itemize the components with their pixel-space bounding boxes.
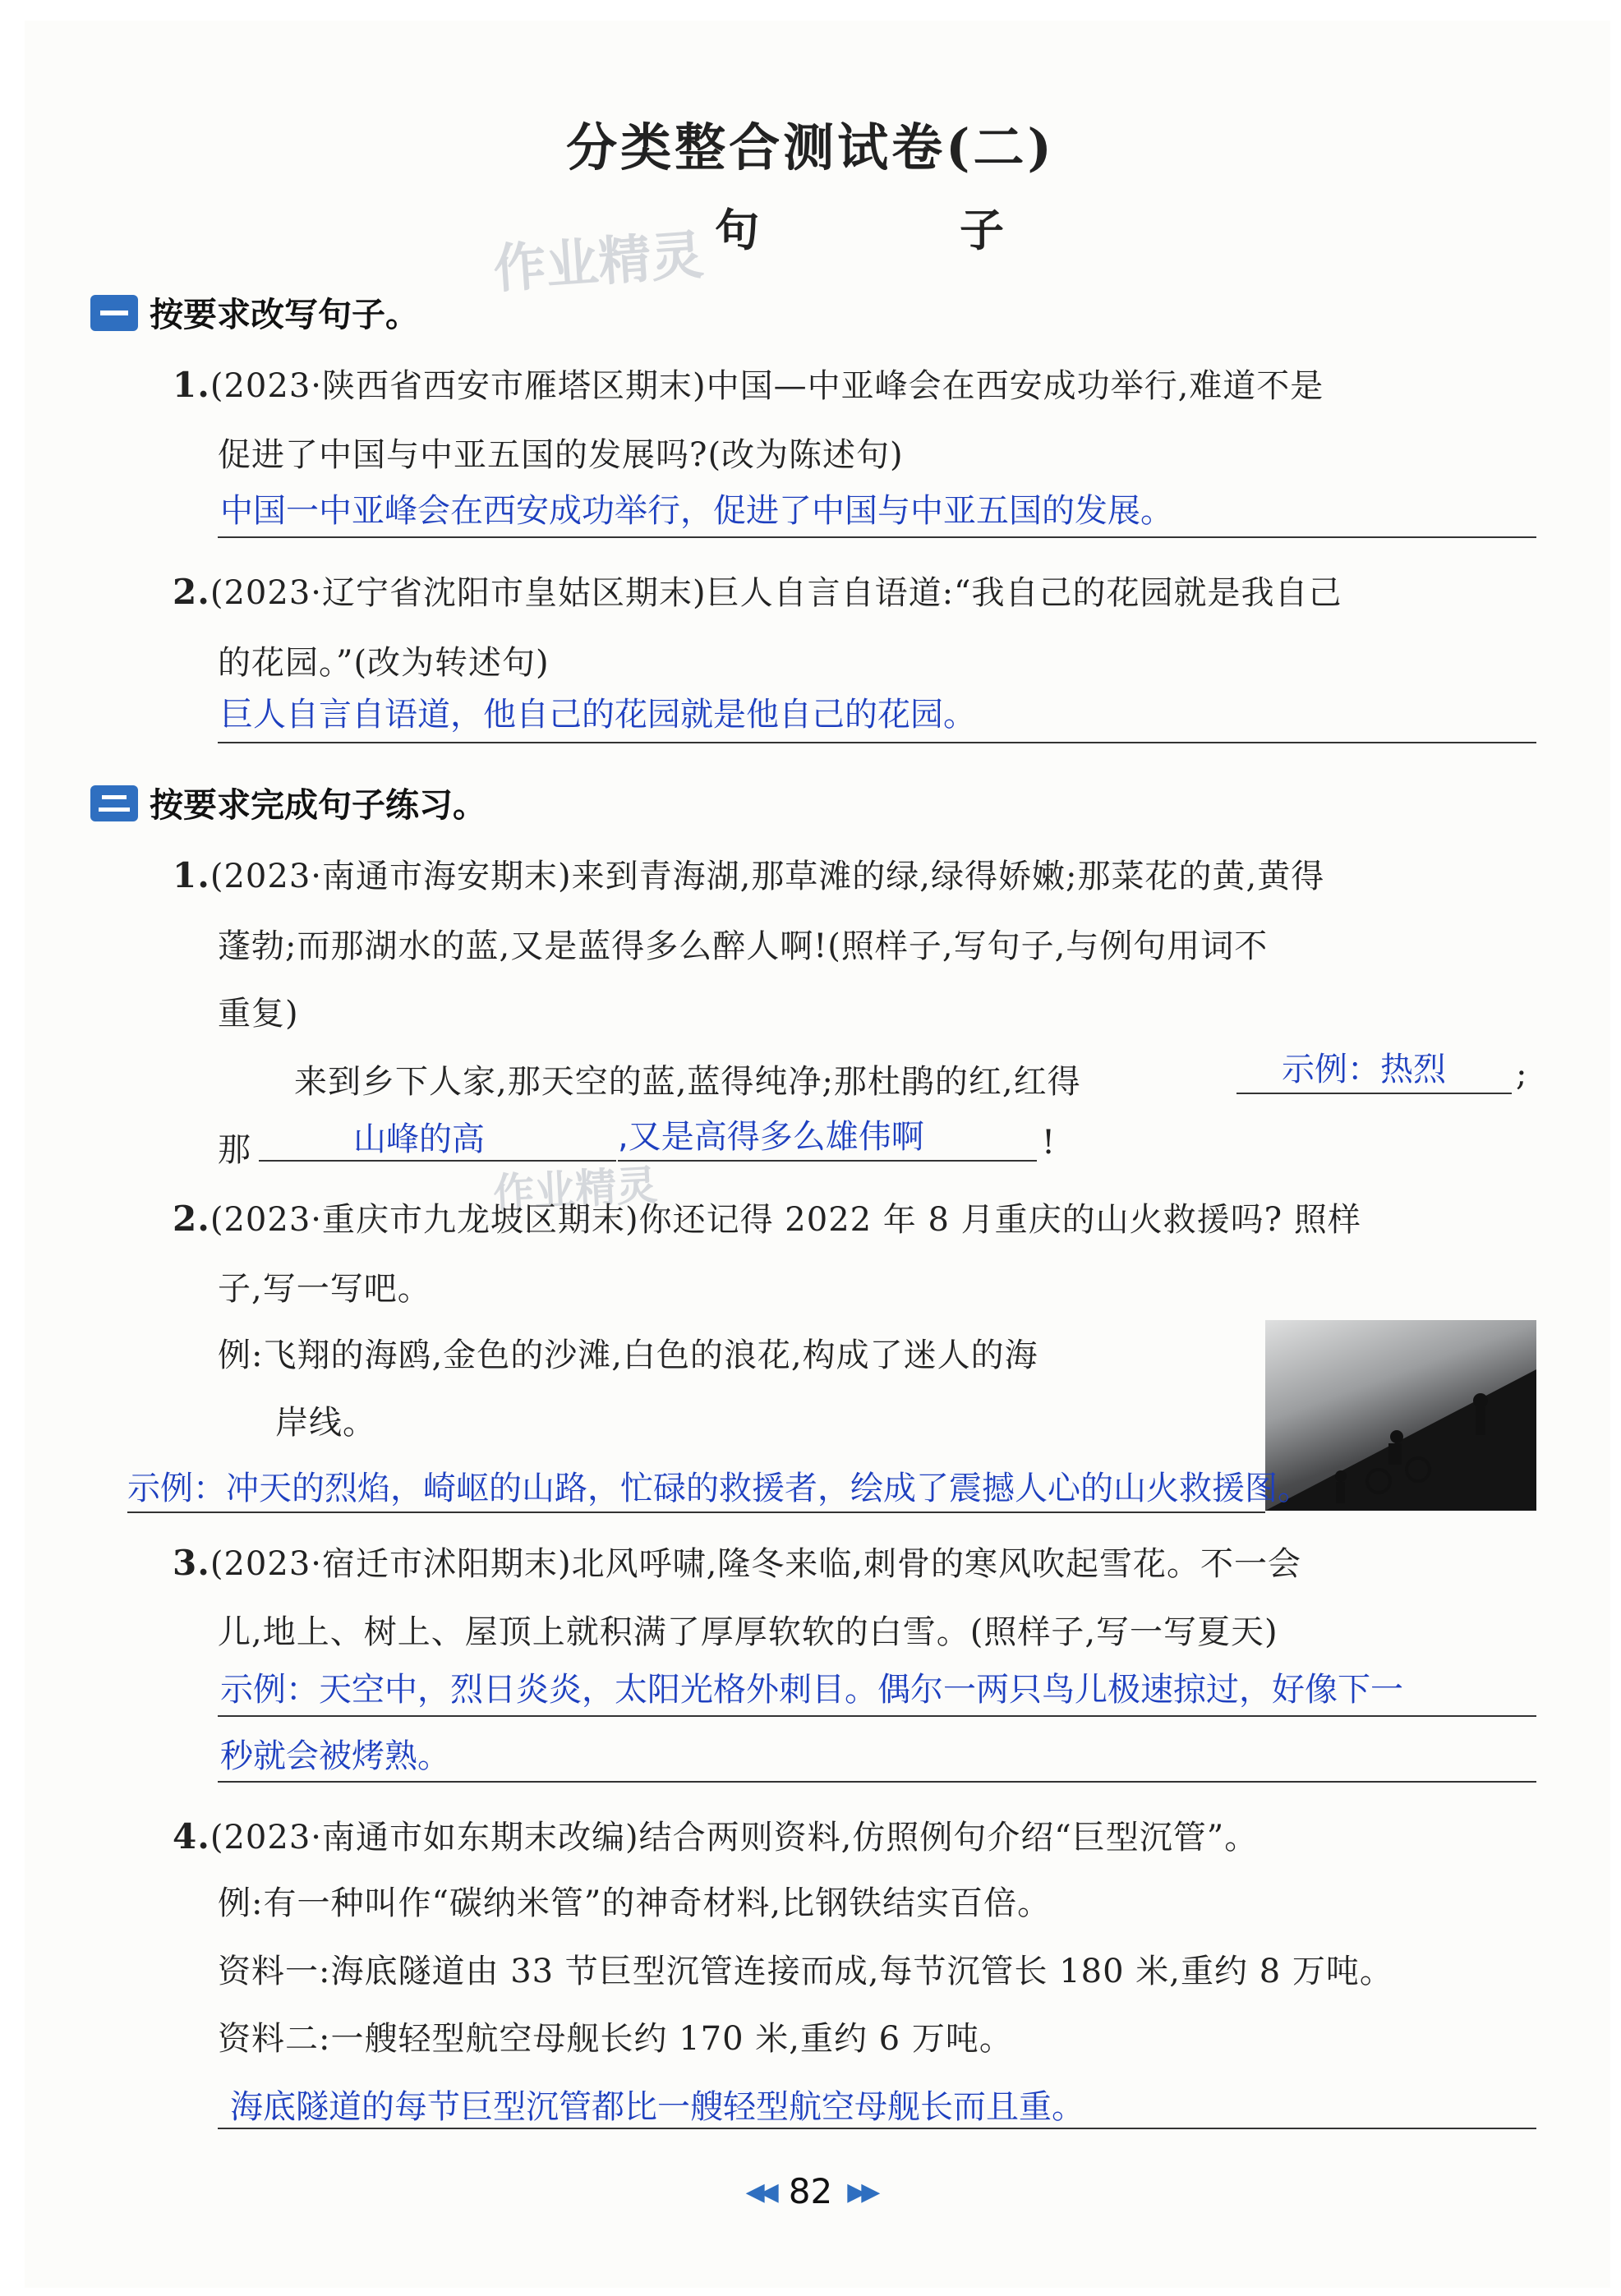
question-line: 的花园。”(改为转述句) [218, 644, 550, 682]
question-line: (2023·宿迁市沭阳期末)北风呼啸,隆冬来临,刺骨的寒风吹起雪花。不一会 [210, 1545, 1302, 1583]
question-line: (2023·重庆市九龙坡区期末)你还记得 2022 年 8 月重庆的山火救援吗? 照样 [210, 1201, 1361, 1239]
question-line: 蓬勃;而那湖水的蓝,又是蓝得多么醉人啊!(照样子,写句子,与例句用词不 [218, 927, 1269, 965]
question-line: 儿,地上、树上、屋顶上就积满了厚厚软软的白雪。(照样子,写一写夏天) [218, 1613, 1278, 1651]
material-line: 资料二:一艘轻型航空母舰长约 170 米,重约 6 万吨。 [218, 2020, 1013, 2058]
page-title: 分类整合测试卷(二) [566, 117, 1055, 177]
answer-blank [1236, 1093, 1512, 1094]
example-line: 例:有一种叫作“碳纳米管”的神奇材料,比钢铁结实百倍。 [218, 1884, 1052, 1922]
answer-text: 海底隧道的每节巨型沉管都比一艘轻型航空母舰长而且重。 [230, 2088, 1085, 2126]
answer-blank [618, 1160, 1037, 1162]
answer-text: 巨人自言自语道，他自己的花园就是他自己的花园。 [220, 696, 976, 734]
section-heading-2 [90, 778, 486, 826]
question-text [173, 850, 1324, 897]
section-heading-1 [90, 288, 419, 336]
example-line: 岸线。 [275, 1404, 376, 1442]
page-subtitle: 句 子 [715, 204, 1082, 256]
section-heading-text: 按要求完成句子练习。 [150, 785, 486, 825]
answer-line [218, 1715, 1536, 1717]
answer-line [218, 536, 1536, 538]
question-line: 促进了中国与中亚五国的发展吗?(改为陈述句) [218, 436, 904, 474]
watermark: 作业精灵 [491, 225, 706, 301]
sentence-punctuation: ! [1042, 1124, 1057, 1162]
example-line: 例:飞翔的海鸥,金色的沙滩,白色的浪花,构成了迷人的海 [218, 1337, 1038, 1374]
question-number: 1. [173, 855, 210, 895]
sentence-punctuation: ; [1516, 1056, 1528, 1093]
watermark: 作业精灵 [491, 1161, 659, 1218]
question-line: (2023·陕西省西安市雁塔区期末)中国—中亚峰会在西安成功举行,难道不是 [210, 367, 1324, 405]
section-number-two-icon [90, 785, 138, 821]
answer-text: 中国一中亚峰会在西安成功举行，促进了中国与中亚五国的发展。 [220, 492, 1173, 530]
question-number: 3. [173, 1543, 210, 1583]
question-text [173, 360, 1324, 407]
page-number: 82 [788, 2171, 833, 2211]
question-number: 2. [173, 1199, 210, 1239]
question-number: 4. [173, 1816, 210, 1857]
section-number-one-icon [90, 295, 138, 331]
section-heading-text: 按要求改写句子。 [150, 295, 419, 334]
fill-sentence: 来到乡下人家,那天空的蓝,蓝得纯净;那杜鹃的红,红得 [294, 1063, 1081, 1101]
previous-arrow-icon: ◀◀ [745, 2178, 774, 2206]
answer-line [127, 1511, 1265, 1513]
question-number: 2. [173, 572, 210, 612]
answer-text: 示例：天空中，烈日炎炎，太阳光格外刺目。偶尔一两只鸟儿极速掠过，好像下一 [220, 1671, 1403, 1709]
answer-line [218, 742, 1536, 743]
question-number: 1. [173, 365, 210, 405]
question-text [173, 567, 1342, 614]
answer-text: 示例：冲天的烈焰，崎岖的山路，忙碌的救援者，绘成了震撼人心的山火救援图。 [127, 1470, 1310, 1507]
question-line: (2023·南通市海安期末)来到青海湖,那草滩的绿,绿得娇嫩;那菜花的黄,黄得 [210, 858, 1325, 895]
fill-sentence: 那 [218, 1131, 251, 1169]
question-text [173, 1538, 1301, 1585]
question-line: (2023·辽宁省沈阳市皇姑区期末)巨人自言自语道:“我自己的花园就是我自己 [210, 574, 1342, 612]
next-arrow-icon: ▶▶ [847, 2178, 876, 2206]
question-text [173, 1811, 1258, 1858]
question-line: 子,写一写吧。 [218, 1270, 431, 1308]
question-text [173, 1194, 1361, 1240]
answer-line [218, 2128, 1536, 2129]
page-footer [0, 2171, 1621, 2211]
question-line: 重复) [218, 995, 299, 1033]
answer-line [218, 1781, 1536, 1783]
question-line: (2023·南通市如东期末改编)结合两则资料,仿照例句介绍“巨型沉管”。 [210, 1819, 1259, 1857]
material-line: 资料一:海底隧道由 33 节巨型沉管连接而成,每节沉管长 180 米,重约 8 万吨。 [218, 1953, 1393, 1990]
answer-text: ,又是高得多么雄伟啊 [618, 1118, 924, 1156]
answer-text: 山峰的高 [353, 1120, 485, 1158]
answer-text: 示例：热烈 [1282, 1051, 1446, 1088]
answer-text: 秒就会被烤熟。 [220, 1737, 450, 1775]
